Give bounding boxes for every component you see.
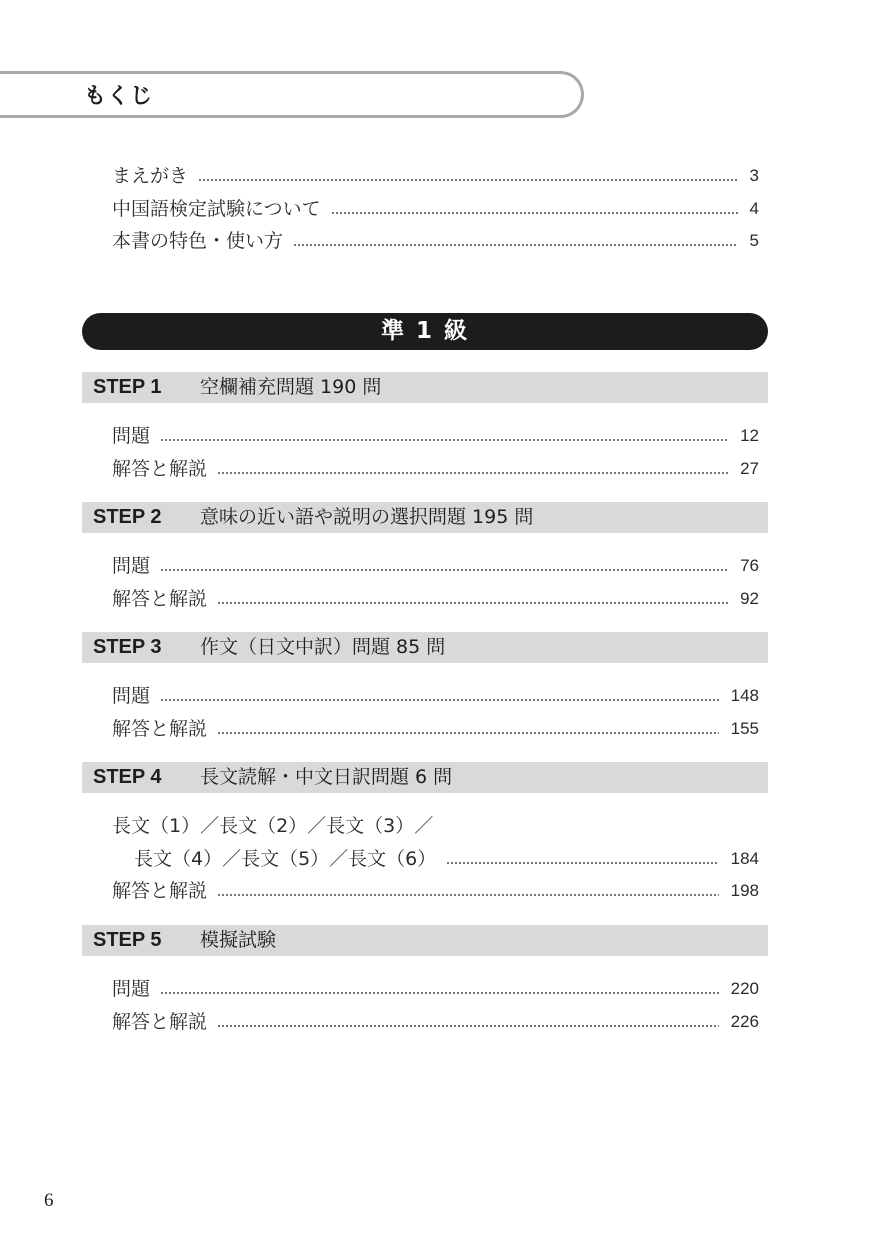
toc-entry-page: 76 — [740, 556, 759, 575]
toc-entry-page: 184 — [730, 849, 759, 868]
step-title: 空欄補充問題 190 問 — [200, 376, 382, 398]
dot-leader — [160, 992, 719, 994]
toc-entry-label: 解答と解説 — [112, 1011, 208, 1033]
toc-entry-label: 中国語検定試験について — [112, 198, 321, 220]
dot-leader — [217, 1025, 719, 1027]
step-label: STEP 5 — [93, 929, 162, 951]
toc-entry-label: 解答と解説 — [112, 718, 208, 740]
toc-entry-step-5-questions[interactable] — [112, 976, 759, 1002]
dot-leader — [331, 212, 738, 214]
toc-entry-label: 解答と解説 — [112, 880, 208, 902]
toc-entry-step-2-answers[interactable] — [112, 586, 759, 612]
toc-entry-label: 長文（4）／長文（5）／長文（6） — [134, 848, 437, 870]
dot-leader — [217, 472, 728, 474]
toc-entry-page: 27 — [740, 459, 759, 478]
toc-entry-about-exam[interactable] — [112, 196, 759, 222]
toc-entry-page: 148 — [730, 686, 759, 705]
toc-entry-step-5-answers[interactable] — [112, 1009, 759, 1035]
toc-entry-page: 198 — [730, 881, 759, 900]
toc-entry-step-2-questions[interactable] — [112, 553, 759, 579]
toc-entry-foreword[interactable] — [112, 163, 759, 189]
toc-entry-step-3-questions[interactable] — [112, 683, 759, 709]
toc-entry-page: 220 — [730, 979, 759, 998]
toc-entry-step-4-passages[interactable] — [134, 846, 759, 872]
toc-entry-label: まえがき — [112, 165, 189, 187]
toc-entry-label: 解答と解説 — [112, 458, 208, 480]
step-label: STEP 4 — [93, 766, 162, 788]
toc-entry-label: 問題 — [112, 685, 151, 707]
toc-entry-how-to-use[interactable] — [112, 228, 759, 254]
step-label: STEP 2 — [93, 506, 162, 528]
step-4-header — [82, 762, 768, 793]
toc-entry-step-3-answers[interactable] — [112, 716, 759, 742]
toc-entry-label: 問題 — [112, 425, 151, 447]
toc-entry-page: 92 — [740, 589, 759, 608]
step-label: STEP 1 — [93, 376, 162, 398]
dot-leader — [198, 179, 738, 181]
step-title: 長文読解・中文日訳問題 6 問 — [200, 766, 453, 788]
step-title: 作文（日文中訳）問題 85 問 — [200, 636, 446, 658]
step-3-header — [82, 632, 768, 663]
level-title: 準 1 級 — [380, 318, 470, 344]
toc-entry-page: 4 — [749, 199, 759, 218]
toc-entry-label: 解答と解説 — [112, 588, 208, 610]
step-5-header — [82, 925, 768, 956]
toc-entry-label: 問題 — [112, 978, 151, 1000]
toc-entry-label: 問題 — [112, 555, 151, 577]
dot-leader — [160, 569, 728, 571]
toc-entry-page: 155 — [730, 719, 759, 738]
contents-title: もくじ — [84, 84, 154, 109]
dot-leader — [160, 699, 719, 701]
toc-entry-page: 3 — [749, 166, 759, 185]
step-title: 模擬試験 — [200, 929, 277, 951]
dot-leader — [446, 862, 718, 864]
toc-entry-page: 5 — [749, 231, 759, 250]
toc-entry-step-1-answers[interactable] — [112, 456, 759, 482]
toc-entry-step-1-questions[interactable] — [112, 423, 759, 449]
toc-entry-page: 226 — [730, 1012, 759, 1031]
toc-entry-label: 本書の特色・使い方 — [112, 230, 284, 252]
dot-leader — [217, 894, 719, 896]
step-title: 意味の近い語や説明の選択問題 195 問 — [200, 506, 534, 528]
toc-entry-step-4-answers[interactable] — [112, 878, 759, 904]
dot-leader — [217, 602, 728, 604]
toc-entry-step-4-passages-line-1[interactable]: 長文（1）／長文（2）／長文（3）／ — [112, 815, 434, 837]
page-number: 6 — [44, 1190, 54, 1211]
dot-leader — [293, 244, 738, 246]
step-1-header — [82, 372, 768, 403]
dot-leader — [217, 732, 719, 734]
toc-entry-page: 12 — [740, 426, 759, 445]
step-label: STEP 3 — [93, 636, 162, 658]
level-banner — [82, 313, 768, 350]
dot-leader — [160, 439, 728, 441]
step-2-header — [82, 502, 768, 533]
